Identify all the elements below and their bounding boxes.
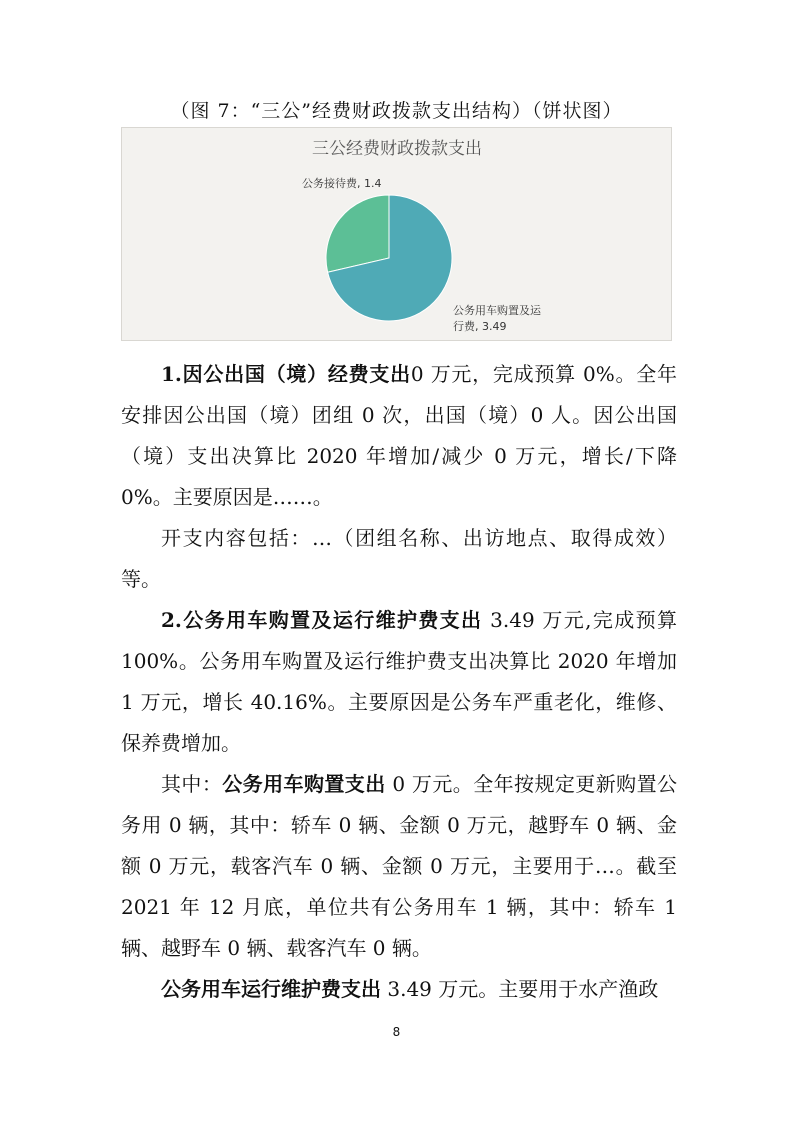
paragraph-vehicle (121, 600, 677, 764)
text-vehicle: 3.49 万元,完成预算100%。公务用车购置及运行维护费支出决算比 2020 年增加 1 万元，增长 40.16%。主要原因是公务车严重老化，维修、保养费增加。 (121, 608, 677, 755)
prefix-vehicle-purchase: 其中： (161, 772, 223, 796)
heading-vehicle-maintenance: 公务用车运行维护费支出 (161, 977, 381, 1001)
page-number: 8 (392, 1025, 401, 1039)
heading-vehicle: 2.公务用车购置及运行维护费支出 (161, 608, 483, 632)
slice-label-vehicle-line2: 行费, 3.49 (453, 320, 507, 333)
paragraph-overseas (121, 354, 677, 518)
text-overseas-content: 开支内容包括：…（团组名称、出访地点、取得成效）等。 (121, 526, 677, 591)
slice-label-vehicle-line1: 公务用车购置及运 (453, 304, 541, 317)
heading-overseas: 1.因公出国（境）经费支出 (161, 362, 411, 386)
text-overseas: 0 万元，完成预算 0%。全年安排因公出国（境）团组 0 次，出国（境）0 人。因公出国（境）支出决算比 2020 年增加/减少 0 万元，增长/下降 0%。主要原因是……。 (121, 362, 677, 509)
figure-caption: （图 7：“三公”经费财政拨款支出结构）（饼状图） (170, 100, 623, 122)
pie-chart (121, 127, 672, 341)
text-vehicle-maintenance: 3.49 万元。主要用于水产渔政 (381, 977, 659, 1001)
pie-slices (326, 195, 452, 321)
pie-chart-svg (122, 128, 673, 342)
text-vehicle-purchase: 0 万元。全年按规定更新购置公务用 0 辆，其中：轿车 0 辆、金额 0 万元，越野车 0 辆、金额 0 万元，载客汽车 0 辆、金额 0 万元，主要用于…。截至 2021 年 12 月底，单位共有公务用车 1 辆，其中：轿车 1 辆、越野车 0 辆、载客汽车 0 辆。 (121, 772, 677, 960)
chart-title: 三公经费财政拨款支出 (312, 139, 482, 159)
paragraph-vehicle-purchase (121, 764, 677, 969)
slice-label-reception: 公务接待费, 1.4 (302, 177, 382, 190)
heading-vehicle-purchase: 公务用车购置支出 (222, 772, 386, 796)
paragraph-vehicle-maintenance (121, 969, 677, 1010)
paragraph-overseas-content (121, 518, 677, 600)
